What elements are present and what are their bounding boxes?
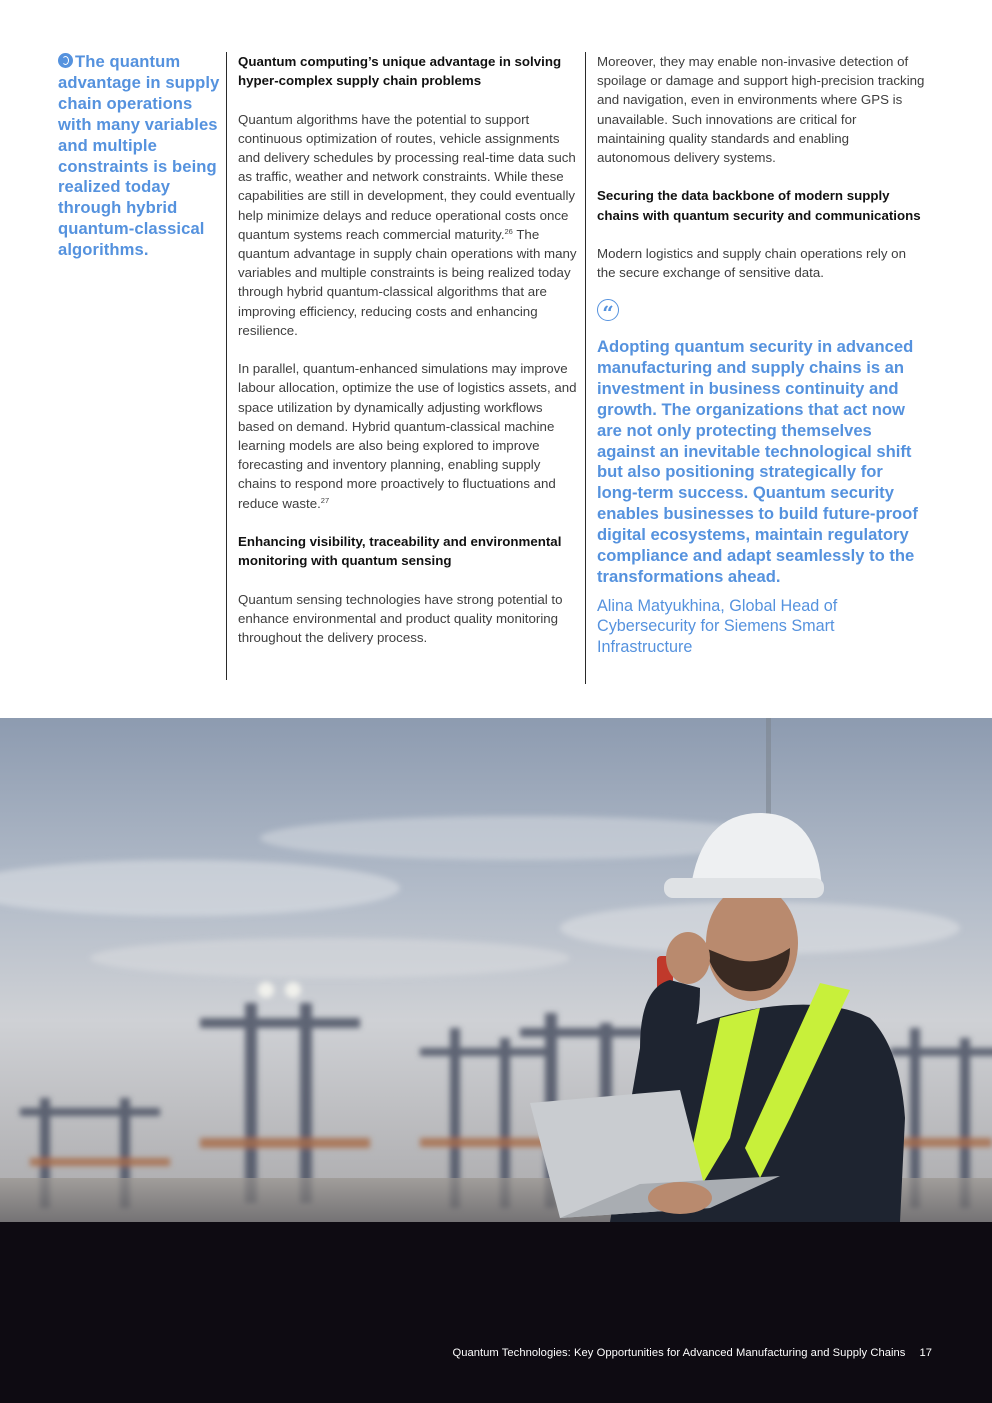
paragraph-text: The quantum advantage in supply chain operations with many variables and multiple constraints is being realized today through hybrid quantum-classical algorithms that are improving efficiency, reducing costs and enhancing resilience. — [238, 226, 577, 338]
body-column-middle — [226, 52, 581, 680]
testimonial-attribution: Alina Matyukhina, Global Head of Cybersecurity for Siemens Smart Infrastructure — [597, 596, 838, 657]
hero-photo — [0, 718, 992, 1222]
body-column-right — [585, 52, 925, 684]
section-heading-sensing: Enhancing visibility, traceability and environmental monitoring with quantum sensing — [238, 534, 562, 569]
paragraph-text: In parallel, quantum-enhanced simulations may improve labour allocation, optimize the use of logistics assets, and space utilization by dynamically adjusting workflows based on demand. Hybrid quantum-classical machine learning models are also being explored to improve forecasting and inventory planning, enabling supply chains to respond more proactively to fluctuations and reduce waste. — [238, 361, 577, 511]
paragraph-detection: Moreover, they may enable non-invasive detection of spoilage or damage and support high-precision tracking and navigation, even in environments where GPS is unavailable. Such innovations are critical for maintaining quality standards and enabling autonomous delivery systems. — [597, 54, 925, 166]
paragraph-sensing: Quantum sensing technologies have strong potential to enhance environmental and product quality monitoring throughout the delivery process. — [238, 591, 563, 646]
pull-quote — [58, 52, 220, 261]
footnote-ref: 27 — [320, 495, 330, 505]
page-number: 17 — [919, 1347, 932, 1359]
paragraph-simulation — [238, 359, 581, 513]
paragraph-secure-exchange: Modern logistics and supply chain operations rely on the secure exchange of sensitive data. — [597, 246, 906, 281]
paragraph-optimization — [238, 110, 581, 340]
quote-icon: “ — [597, 299, 619, 321]
section-heading-optimization: Quantum computing’s unique advantage in solving hyper-complex supply chain problems — [238, 54, 562, 89]
footnote-ref: 26 — [504, 226, 513, 236]
section-heading-security: Securing the data backbone of modern supply chains with quantum security and communications — [597, 188, 921, 223]
port-worker-illustration — [0, 718, 992, 1222]
pull-quote-column — [58, 52, 220, 261]
testimonial-quote: Adopting quantum security in advanced manufacturing and supply chains is an investment in business continuity and growth. The organizations that act now are not only protecting themselves against an inevitable technological shift but also positioning strategically for long-term success. Quantum security enables businesses to build future-proof digital ecosystems, maintain regulatory compliance and adapt seamlessly to the transformations ahead. — [597, 337, 918, 586]
footer-title: Key Opportunities for Advanced Manufacturing and Supply Chains — [570, 1347, 906, 1359]
quantum-logo-icon — [58, 53, 73, 68]
paragraph-text: Quantum algorithms have the potential to support continuous optimization of routes, vehicle assignments and delivery schedules by processing real-time data such as traffic, weather and network constraints. While these capabilities are still in development, they could eventually help minimize delays and reduce operational costs once quantum systems reach commercial maturity. — [238, 111, 576, 242]
pull-quote-text: The quantum advantage in supply chain operations with many variables and multiple constraints is being realized today through hybrid quantum-classical algorithms. — [58, 52, 220, 260]
footer-band — [0, 1222, 992, 1403]
footer-title-bold: Quantum Technologies: — [452, 1347, 571, 1359]
footer — [452, 1347, 932, 1359]
